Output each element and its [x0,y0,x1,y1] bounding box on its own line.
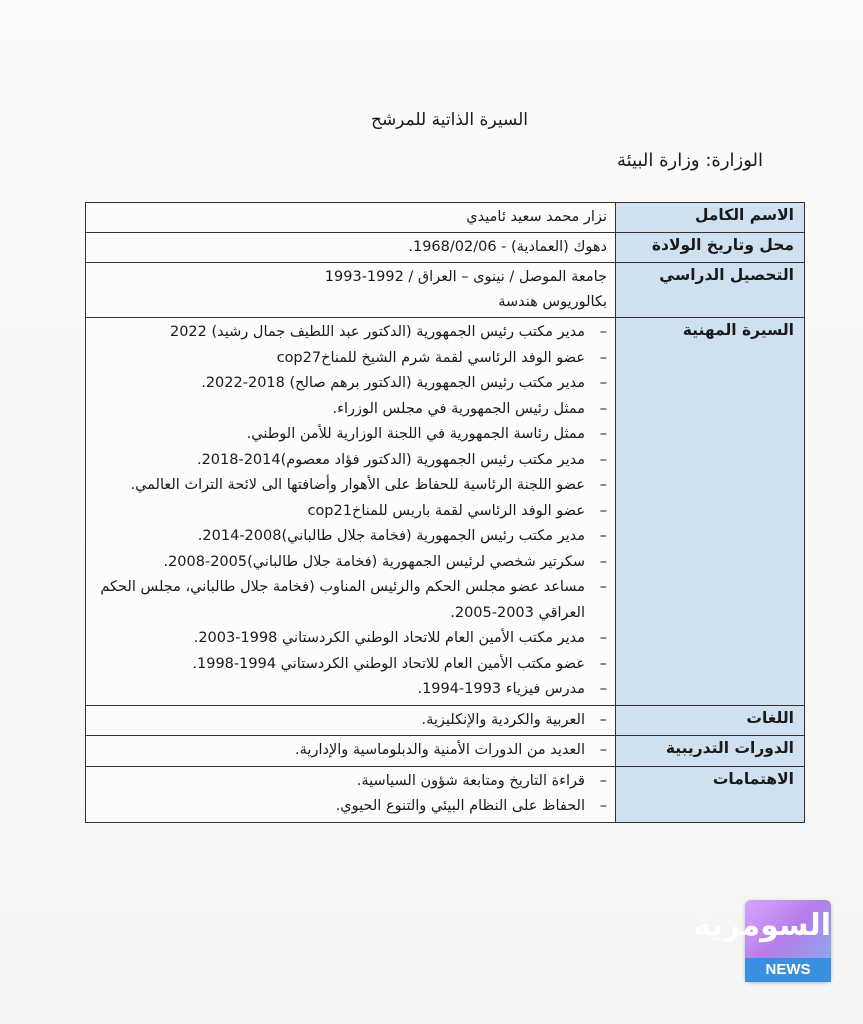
career-item: – عضو اللجنة الرئاسية للحفاظ على الأهوار وأضافتها الى لائحة التراث العالمي. [92,473,607,499]
logo-arabic-text: السومرية [693,908,831,943]
document-title: السيرة الذاتية للمرشح [370,110,529,130]
languages-list [92,708,607,734]
row-interests [86,766,805,822]
cv-table [85,202,805,823]
career-item: – مدير مكتب رئيس الجمهورية (الدكتور فؤاد معصوم)2014-2018. [92,448,607,474]
career-item: – عضو مكتب الأمين العام للاتحاد الوطني الكردستاني 1994-1998. [92,652,607,678]
value-career [86,318,616,706]
languages-item: – العربية والكردية والإنكليزية. [92,708,607,734]
row-birth [86,233,805,263]
row-career [86,318,805,706]
label-full-name: الاسم الكامل [616,203,805,233]
interests-item: – الحفاظ على النظام البيئي والتنوع الحيوي. [92,794,607,820]
career-item: – مدير مكتب رئيس الجمهورية (الدكتور برهم صالح) 2018-2022. [92,371,607,397]
career-item: – مدرس فيزياء 1993-1994. [92,677,607,703]
career-item: – عضو الوفد الرئاسي لقمة باريس للمناخcop21 [92,499,607,525]
ministry-line: الوزارة: وزارة البيئة [616,150,763,171]
value-languages [86,705,616,736]
career-item: – ممثل رئاسة الجمهورية في اللجنة الوزارية للأمن الوطني. [92,422,607,448]
value-full-name: نزار محمد سعيد ئاميدي [86,203,616,233]
news-logo-watermark [693,900,831,982]
label-interests: الاهتمامات [616,766,805,822]
label-courses: الدورات التدريبية [616,736,805,767]
value-courses [86,736,616,767]
career-list [92,320,607,703]
courses-item: – العديد من الدورات الأمنية والدبلوماسية والإدارية. [92,738,607,764]
row-education [86,263,805,318]
interests-list [92,769,607,820]
education-line-university: جامعة الموصل / نينوى – العراق / 1992-1993 [324,269,607,285]
career-item: – مساعد عضو مجلس الحكم والرئيس المناوب (فخامة جلال طالباني، مجلس الحكم العراقي 2003-2005. [92,575,607,626]
interests-item: – قراءة التاريخ ومتابعة شؤون السياسية. [92,769,607,795]
career-item: – سكرتير شخصي لرئيس الجمهورية (فخامة جلال طالباني)2005-2008. [92,550,607,576]
courses-list [92,738,607,764]
value-interests [86,766,616,822]
career-item: – مدير مكتب الأمين العام للاتحاد الوطني الكردستاني 1998-2003. [92,626,607,652]
career-item: – ممثل رئيس الجمهورية في مجلس الوزراء. [92,397,607,423]
label-languages: اللغات [616,705,805,736]
row-full-name [86,203,805,233]
label-education: التحصيل الدراسي [616,263,805,318]
career-item: – مدير مكتب رئيس الجمهورية (فخامة جلال طالباني)2008-2014. [92,524,607,550]
row-courses [86,736,805,767]
label-career: السيرة المهنية [616,318,805,706]
education-line-degree: بكالوريوس هندسة [498,294,607,310]
career-item: – مدير مكتب رئيس الجمهورية (الدكتور عبد اللطيف جمال رشيد) 2022 [92,320,607,346]
value-education [86,263,616,318]
label-birth: محل وتاريخ الولادة [616,233,805,263]
career-item: – عضو الوفد الرئاسي لقمة شرم الشيخ للمناخcop27 [92,346,607,372]
value-birth: دهوك (العمادية) - 1968/02/06. [86,233,616,263]
logo-news-band: NEWS [745,958,831,982]
row-languages [86,705,805,736]
